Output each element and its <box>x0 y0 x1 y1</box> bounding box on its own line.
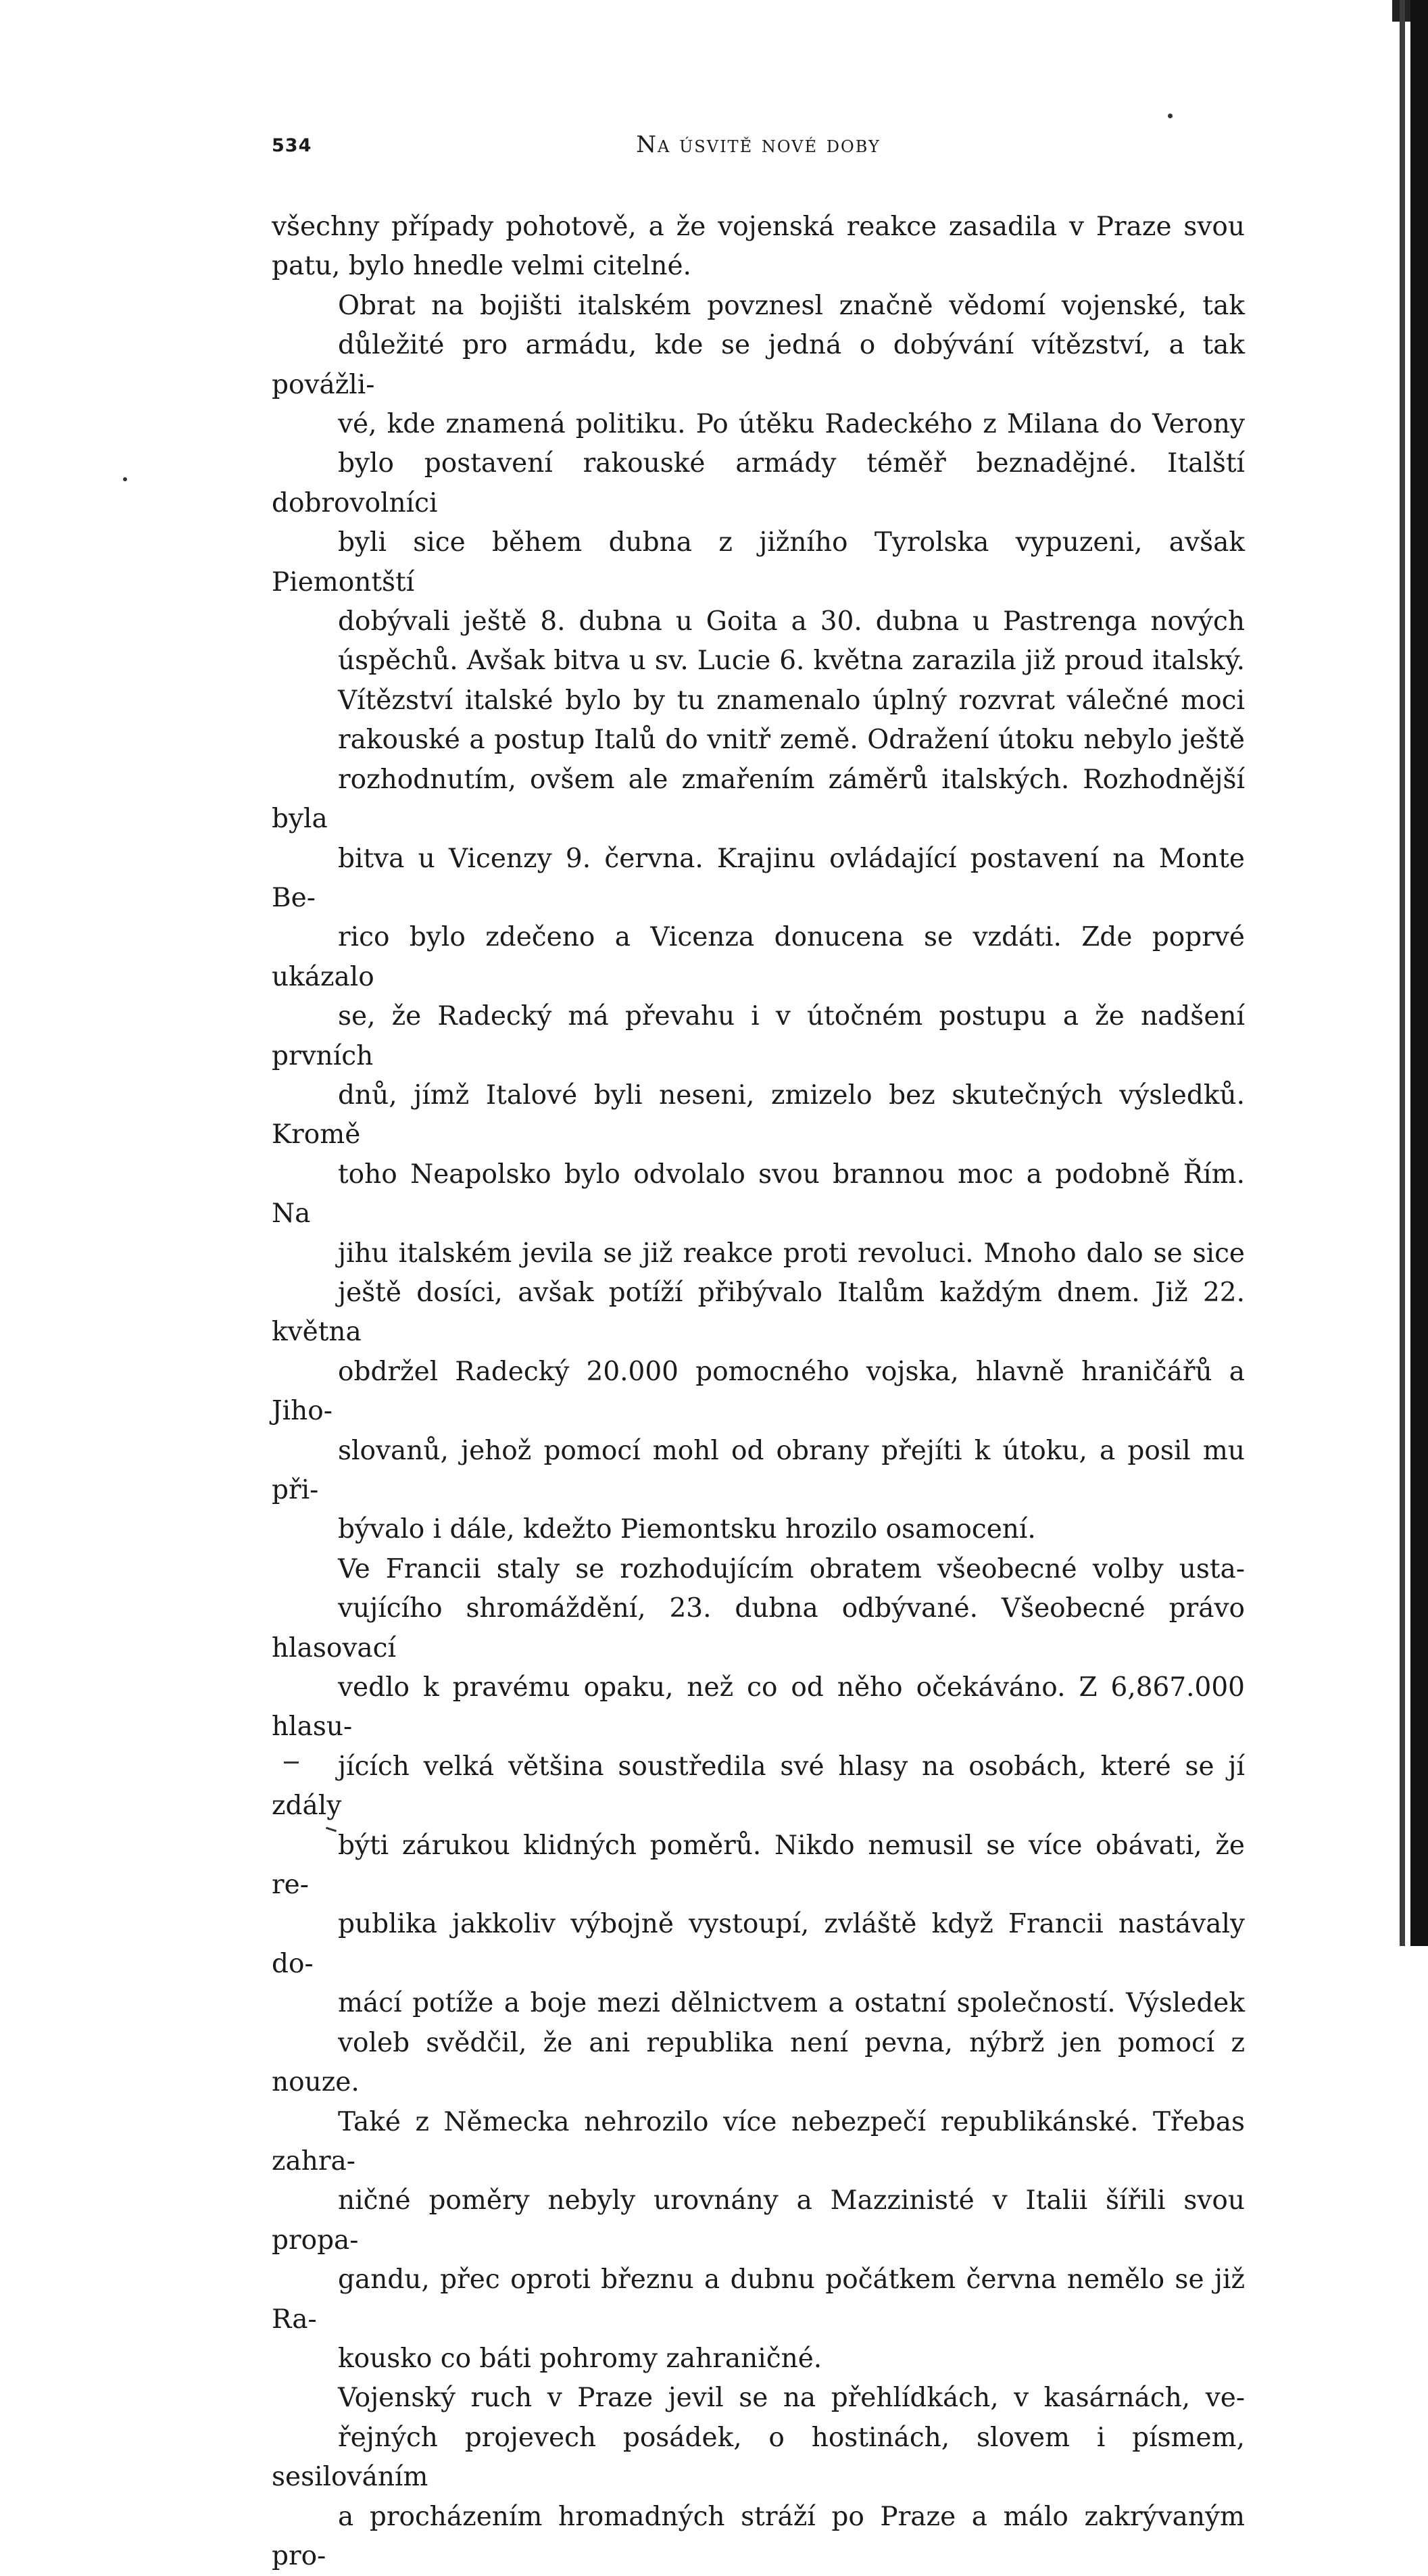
scan-speck <box>123 477 127 481</box>
paragraph <box>272 1550 1245 2379</box>
text-line: důležité pro armádu, kde se jedná o dobývání vítězství, a tak povážli- <box>272 330 1245 400</box>
text-line: řejných projevech posádek, o hostinách, slovem i písmem, sesilováním <box>272 2422 1245 2493</box>
text-line: jících velká většina soustředila své hlasy na osobách, které se jí zdály <box>272 1751 1245 1822</box>
text-line: vé, kde znamená politiku. Po útěku Radeckého z Milana do Verony <box>338 409 1245 440</box>
page-header <box>272 128 1245 169</box>
text-line: Také z Německa nehrozilo více nebezpečí republikánské. Třebas zahra- <box>272 2106 1245 2177</box>
text-line: býti zárukou klidných poměrů. Nikdo nemusil se více obávati, že re- <box>272 1830 1245 1901</box>
text-line: Obrat na bojišti italském povznesl značně vědomí vojenské, tak <box>338 290 1245 321</box>
text-line: bylo postavení rakouské armády téměř beznadějné. Italští dobrovolníci <box>272 448 1245 518</box>
paragraph <box>272 287 1245 1550</box>
text-line: bývalo i dále, kdežto Piemontsku hrozilo osamocení. <box>338 1514 1036 1545</box>
text-line: kousko co báti pohromy zahraničné. <box>338 2343 822 2374</box>
text-line: obdržel Radecký 20.000 pomocného vojska, hlavně hraničářů a Jiho- <box>272 1356 1245 1427</box>
scan-mark <box>284 1761 299 1764</box>
page-body <box>272 208 1245 2576</box>
text-line: toho Neapolsko bylo odvolalo svou brannou moc a podobně Řím. Na <box>272 1159 1245 1230</box>
text-line: úspěchů. Avšak bitva u sv. Lucie 6. května zarazila již proud italský. <box>338 646 1245 677</box>
text-line: ještě dosíci, avšak potíží přibývalo Italům každým dnem. Již 22. května <box>272 1277 1245 1348</box>
text-line: dobývali ještě 8. dubna u Goita a 30. dubna u Pastrenga nových <box>338 606 1245 637</box>
running-head: Na úsvitě nové doby <box>636 131 881 158</box>
text-line: bitva u Vicenzy 9. června. Krajinu ovládající postavení na Monte Be- <box>272 843 1245 913</box>
text-line: Vojenský ruch v Praze jevil se na přehlídkách, v kasárnách, ve- <box>338 2383 1245 2414</box>
paragraph <box>272 2379 1245 2576</box>
text-line: Vítězství italské bylo by tu znamenalo úplný rozvrat válečné moci <box>338 685 1245 716</box>
text-line: vedlo k pravému opaku, než co od něho očekáváno. Z 6,867.000 hlasu- <box>272 1672 1245 1743</box>
text-line: jihu italském jevila se již reakce proti revoluci. Mnoho dalo se sice <box>338 1238 1245 1269</box>
text-line: mácí potíže a boje mezi dělnictvem a ostatní společností. Výsledek <box>338 1988 1245 2019</box>
text-line: dnů, jímž Italové byli neseni, zmizelo bez skutečných výsledků. Kromě <box>272 1079 1245 1150</box>
text-line: byli sice během dubna z jižního Tyrolska vypuzeni, avšak Piemontští <box>272 527 1245 598</box>
text-line: rakouské a postup Italů do vnitř země. Odražení útoku nebylo ještě <box>338 725 1245 756</box>
text-line: rico bylo zdečeno a Vicenza donucena se vzdáti. Zde poprvé ukázalo <box>272 922 1245 992</box>
scan-edge-outer <box>1410 0 1428 1946</box>
text-line: patu, bylo hnedle velmi citelné. <box>272 251 691 282</box>
text-line: rozhodnutím, ovšem ale zmařením záměrů italských. Rozhodnější byla <box>272 764 1245 835</box>
scan-speck <box>1168 114 1173 118</box>
paragraph <box>272 208 1245 287</box>
text-line: publika jakkoliv výbojně vystoupí, zvláště když Francii nastávaly do- <box>272 1909 1245 1979</box>
scan-edge-inner <box>1400 0 1405 1946</box>
text-line: a procházením hromadných stráží po Praze a málo zakrývaným pro- <box>272 2501 1245 2571</box>
text-line: vujícího shromáždění, 23. dubna odbývané. Všeobecné právo hlasovací <box>272 1593 1245 1663</box>
page-number: 534 <box>272 135 312 156</box>
text-line: voleb svědčil, že ani republika není pevna, nýbrž jen pomocí z nouze. <box>272 2027 1245 2098</box>
text-line: slovanů, jehož pomocí mohl od obrany přejíti k útoku, a posil mu při- <box>272 1435 1245 1505</box>
text-line: všechny případy pohotově, a že vojenská reakce zasadila v Praze svou <box>272 212 1245 242</box>
text-line: se, že Radecký má převahu i v útočném postupu a že nadšení prvních <box>272 1001 1245 1071</box>
text-line: gandu, přec oproti březnu a dubnu počátkem června nemělo se již Ra- <box>272 2264 1245 2335</box>
text-line: ničné poměry nebyly urovnány a Mazzinisté v Italii šířili svou propa- <box>272 2185 1245 2256</box>
text-line: Ve Francii staly se rozhodujícím obratem všeobecné volby usta- <box>338 1553 1245 1584</box>
